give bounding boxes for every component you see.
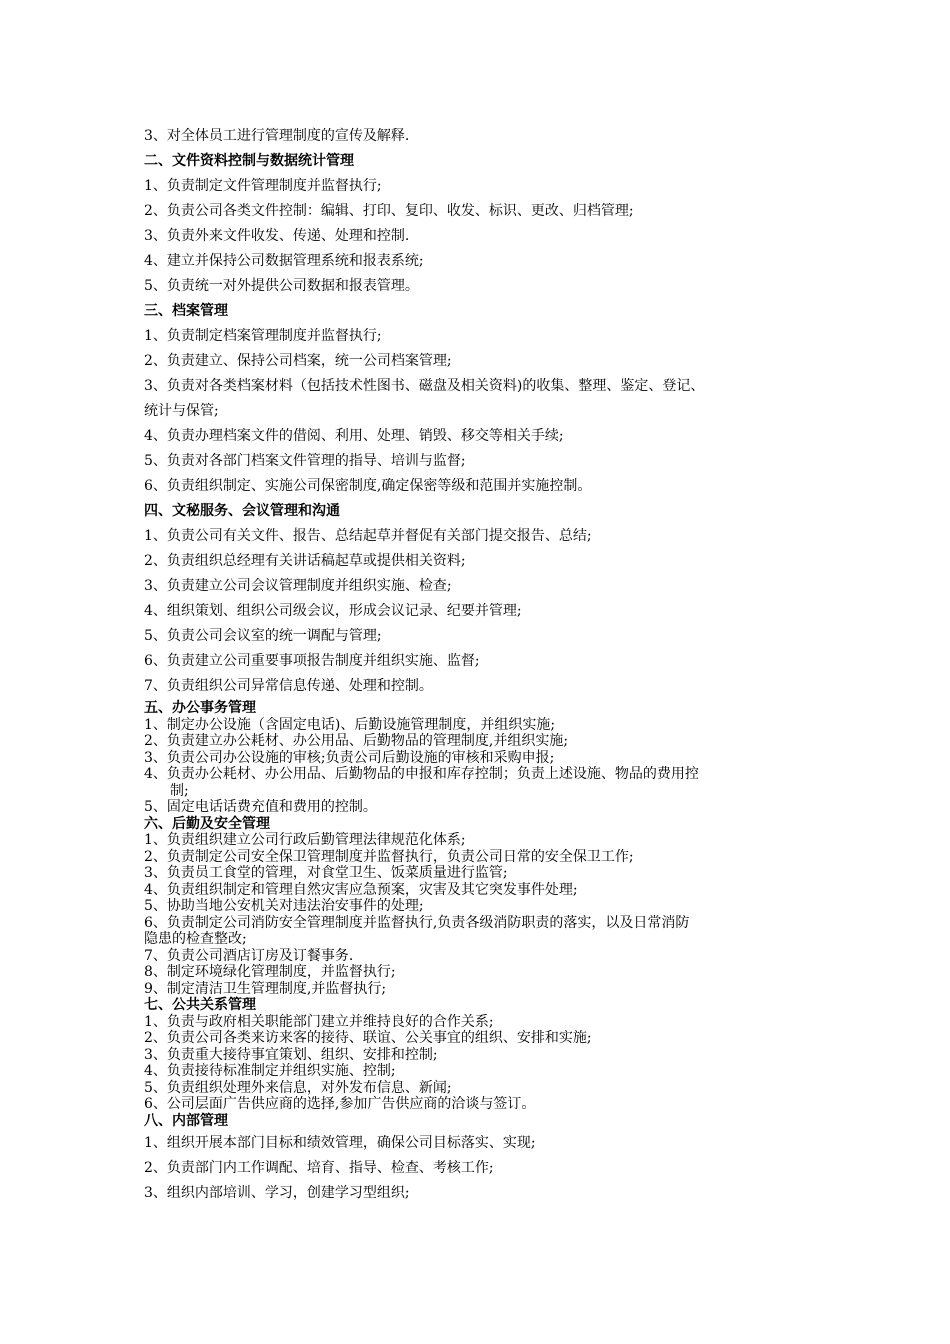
section-heading: 七、公共关系管理 [144, 997, 256, 1013]
list-item: 5、固定电话话费充值和费用的控制。 [144, 799, 377, 815]
list-item: 2、负责组织总经理有关讲话稿起草或提供相关资料; [144, 553, 466, 569]
list-item: 3、组织内部培训、学习，创建学习型组织; [144, 1185, 410, 1201]
section-c [144, 1131, 824, 1206]
list-item: 3、负责建立公司会议管理制度并组织实施、检查; [144, 578, 452, 594]
list-item: 隐患的检查整改; [144, 931, 247, 947]
list-item: 统计与保管; [144, 403, 219, 419]
document-page [144, 124, 824, 1206]
list-item: 2、负责建立、保持公司档案，统一公司档案管理; [144, 353, 452, 369]
list-item: 1、负责制定档案管理制度并监督执行; [144, 328, 382, 344]
list-item: 2、负责公司各类来访来客的接待、联谊、公关事宜的组织、安排和实施; [144, 1030, 592, 1046]
list-item: 3、负责员工食堂的管理，对食堂卫生、饭菜质量进行监管; [144, 865, 508, 881]
list-item: 3、负责公司办公设施的审核;负责公司后勤设施的审核和采购申报; [144, 749, 555, 766]
list-item: 4、负责接待标准制定并组织实施、控制; [144, 1063, 396, 1079]
list-item: 6、负责制定公司消防安全管理制度并监督执行,负责各级消防职责的落实，以及日常消防 [144, 914, 690, 931]
section-heading: 八、内部管理 [144, 1112, 228, 1129]
list-item: 6、负责组织制定、实施公司保密制度,确定保密等级和范围并实施控制。 [144, 478, 592, 494]
list-item: 2、负责公司各类文件控制：编辑、打印、复印、收发、标识、更改、归档管理; [144, 203, 634, 219]
section-heading: 五、办公事务管理 [144, 700, 256, 716]
list-item: 5、负责公司会议室的统一调配与管理; [144, 628, 382, 644]
list-item: 4、组织策划、组织公司级会议，形成会议记录、纪要并管理; [144, 603, 522, 619]
list-item: 2、负责制定公司安全保卫管理制度并监督执行，负责公司日常的安全保卫工作; [144, 848, 634, 865]
section-heading: 二、文件资料控制与数据统计管理 [144, 153, 354, 169]
list-item: 3、负责对各类档案材料（包括技术性图书、磁盘及相关资料)的收集、整理、鉴定、登记、 [144, 378, 705, 394]
list-item: 1、负责组织建立公司行政后勤管理法律规范化体系; [144, 832, 466, 848]
list-item: 4、建立并保持公司数据管理系统和报表系统; [144, 253, 424, 269]
list-item: 2、负责建立办公耗材、办公用品、后勤物品的管理制度,并组织实施; [144, 733, 569, 749]
list-item: 1、负责制定文件管理制度并监督执行; [144, 178, 382, 194]
list-item: 1、组织开展本部门目标和绩效管理，确保公司目标落实、实现; [144, 1135, 536, 1151]
list-item: 1、负责与政府相关职能部门建立并维持良好的合作关系; [144, 1013, 494, 1030]
list-item: 7、负责组织公司异常信息传递、处理和控制。 [144, 678, 433, 694]
list-item: 1、制定办公设施（含固定电话)、后勤设施管理制度，并组织实施; [144, 716, 556, 733]
list-item: 8、制定环境绿化管理制度，并监督执行; [144, 964, 396, 980]
section-heading: 三、档案管理 [144, 303, 228, 319]
list-item: 9、制定清洁卫生管理制度,并监督执行; [144, 980, 387, 997]
list-item: 5、负责对各部门档案文件管理的指导、培训与监督; [144, 453, 466, 469]
list-item: 5、负责统一对外提供公司数据和报表管理。 [144, 278, 419, 294]
section-heading: 六、后勤及安全管理 [144, 815, 270, 832]
list-item: 6、公司层面广告供应商的选择,参加广告供应商的洽谈与签订。 [144, 1096, 536, 1112]
list-item: 3、负责外来文件收发、传递、处理和控制. [144, 228, 410, 244]
list-item-continuation: 制; [170, 782, 189, 799]
section-heading: 四、文秘服务、会议管理和沟通 [144, 503, 340, 519]
list-item: 6、负责建立公司重要事项报告制度并组织实施、监督; [144, 653, 480, 669]
list-item: 5、协助当地公安机关对违法治安事件的处理; [144, 898, 424, 914]
list-item: 7、负责公司酒店订房及订餐事务. [144, 947, 354, 964]
list-item: 4、负责组织制定和管理自然灾害应急预案，灾害及其它突发事件处理; [144, 881, 578, 898]
list-item: 4、负责办理档案文件的借阅、利用、处理、销毁、移交等相关手续; [144, 428, 564, 444]
list-item: 3、负责重大接待事宜策划、组织、安排和控制; [144, 1046, 438, 1063]
list-item: 3、对全体员工进行管理制度的宣传及解释. [144, 128, 410, 144]
list-item: 5、负责组织处理外来信息，对外发布信息、新闻; [144, 1079, 452, 1096]
list-item: 2、负责部门内工作调配、培育、指导、检查、考核工作; [144, 1160, 494, 1176]
list-item: 1、负责公司有关文件、报告、总结起草并督促有关部门提交报告、总结; [144, 528, 592, 544]
section-b [144, 700, 824, 1129]
list-item: 4、负责办公耗材、办公用品、后勤物品的申报和库存控制；负责上述设施、物品的费用控 [144, 766, 699, 782]
section-a [144, 124, 824, 699]
